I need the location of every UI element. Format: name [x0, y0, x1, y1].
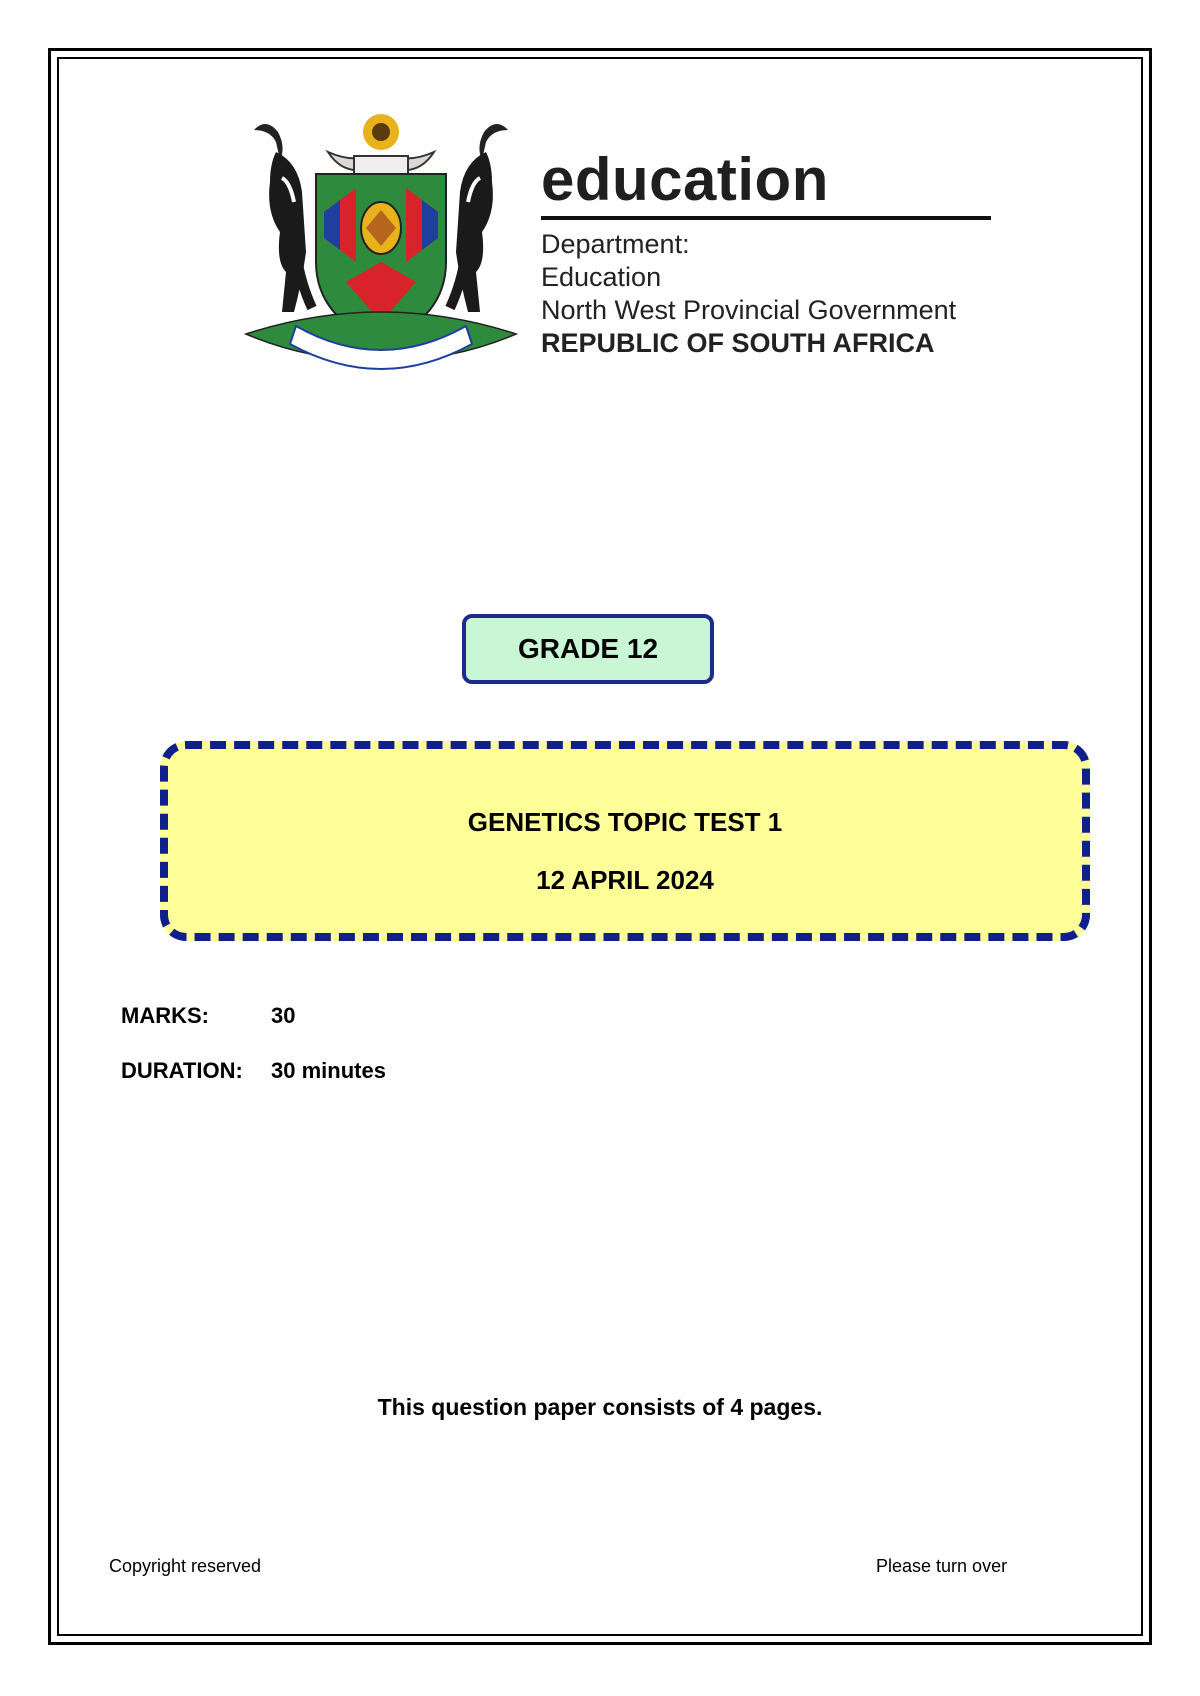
antelope-right-icon — [450, 124, 508, 312]
duration-value: 30 minutes — [271, 1058, 386, 1083]
marks-row — [121, 1003, 295, 1029]
department-line: Department: — [541, 229, 690, 259]
antelope-left-icon — [254, 124, 312, 312]
marks-value: 30 — [271, 1003, 296, 1028]
department-line: North West Provincial Government — [541, 295, 957, 325]
grade-badge — [462, 614, 714, 684]
coat-of-arms-logo — [236, 112, 526, 384]
copyright-footer: Copyright reserved — [109, 1556, 262, 1576]
page-count-note: This question paper consists of 4 pages. — [377, 1394, 823, 1420]
country-name: REPUBLIC OF SOUTH AFRICA — [541, 328, 935, 358]
test-title: GENETICS TOPIC TEST 1 — [467, 807, 783, 837]
test-date: 12 APRIL 2024 — [536, 865, 714, 895]
turn-over-footer: Please turn over — [876, 1556, 1008, 1576]
marks-label: MARKS: — [121, 1003, 209, 1028]
department-block — [541, 228, 956, 360]
department-line: Education — [541, 262, 662, 292]
grade-label: GRADE 12 — [517, 633, 659, 664]
duration-row — [121, 1058, 386, 1084]
sunflower-icon — [363, 114, 399, 150]
education-logo-word: education — [541, 146, 829, 213]
logo-divider — [541, 216, 991, 220]
test-title-box — [160, 741, 1090, 941]
duration-label: DURATION: — [121, 1058, 243, 1083]
